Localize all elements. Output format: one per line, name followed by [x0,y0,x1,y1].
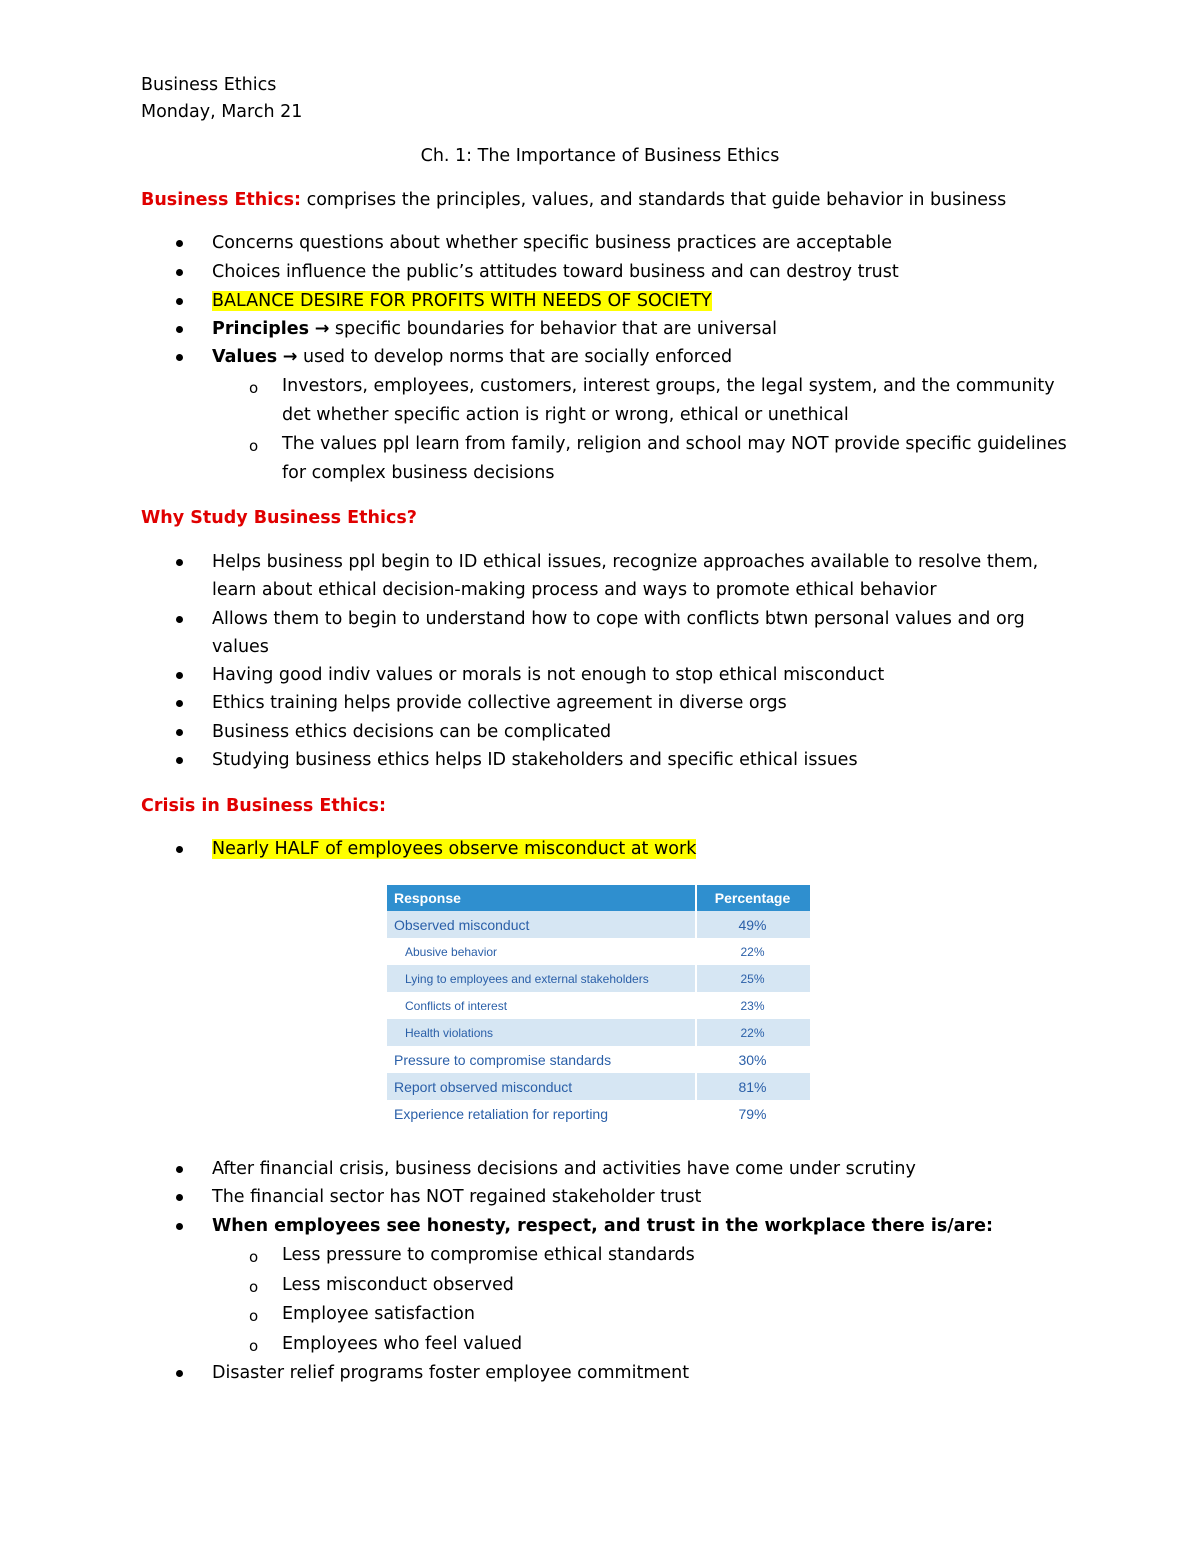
table-cell-label: Report observed misconduct [394,1078,573,1095]
bullet-icon [176,700,183,707]
circle-bullet-icon: o [249,437,259,455]
highlighted-text: Nearly HALF of employees observe misconduct at work [212,839,697,859]
bullet-icon [176,757,183,764]
table-row [387,1100,810,1127]
bullet-icon [176,240,183,247]
values-label: Values [212,347,278,367]
bullet-icon [176,616,183,623]
table-cell-label: Lying to employees and external stakeholders [405,971,649,986]
circle-bullet-icon: o [249,1337,259,1355]
sub-list-item: Employee satisfaction [282,1304,475,1324]
table-cell-value: 49% [738,916,767,933]
bullet-icon [176,354,183,361]
circle-bullet-icon: o [249,379,259,397]
table-cell-label: Abusive behavior [405,944,498,959]
table-row [387,965,810,992]
sub-list-item: Less pressure to compromise ethical standards [282,1245,695,1265]
list-item-continued: values [212,637,269,657]
table-cell-label: Health violations [405,1025,494,1040]
table-cell-value: 23% [740,998,765,1013]
list-item: Disaster relief programs foster employee commitment [212,1363,690,1383]
list-item-highlighted [212,838,696,860]
course-name: Business Ethics [141,75,277,95]
table-cell-label: Conflicts of interest [405,998,508,1013]
table-row [387,992,810,1019]
bullet-icon [176,1370,183,1377]
table-cell-value: 22% [740,944,765,959]
list-item: Studying business ethics helps ID stakeholders and specific ethical issues [212,750,858,770]
table-row [387,938,810,965]
table-row [387,1019,810,1046]
circle-bullet-icon: o [249,1307,259,1325]
list-item: Business ethics decisions can be complicated [212,722,612,742]
note-date: Monday, March 21 [141,102,303,122]
list-item: The financial sector has NOT regained stakeholder trust [212,1187,702,1207]
table-header-response: Response [394,890,461,906]
list-item-principles [212,318,777,340]
list-item: After financial crisis, business decisions and activities have come under scrutiny [212,1159,916,1179]
list-item-values [212,346,732,368]
list-item-bold: When employees see honesty, respect, and trust in the workplace there is/are: [212,1216,993,1236]
bullet-icon [176,298,183,305]
table-row [387,1073,810,1100]
arrow-right-icon: → [314,319,330,339]
bullet-icon [176,846,183,853]
bullet-icon [176,1166,183,1173]
table-cell-value: 81% [738,1078,767,1095]
list-item: Having good indiv values or morals is not enough to stop ethical misconduct [212,665,885,685]
list-item: Concerns questions about whether specific business practices are acceptable [212,233,893,253]
bullet-icon [176,672,183,679]
table-row [387,911,810,938]
table-cell-label: Pressure to compromise standards [394,1051,612,1068]
principles-label: Principles [212,319,310,339]
list-item: Allows them to begin to understand how to cope with conflicts btwn personal values and org [212,609,1025,629]
table-cell-value: 79% [738,1105,767,1122]
table-cell-label: Observed misconduct [394,916,530,933]
section-heading: Crisis in Business Ethics: [141,796,386,816]
definition-term: Business Ethics: [141,190,302,210]
principles-text: specific boundaries for behavior that are universal [329,319,777,339]
values-text: used to develop norms that are socially enforced [297,347,733,367]
circle-bullet-icon: o [249,1278,259,1296]
sub-list-item: Investors, employees, customers, interest groups, the legal system, and the community [282,376,1055,396]
bullet-icon [176,326,183,333]
table-cell-value: 30% [738,1051,767,1068]
table-cell-value: 22% [740,1025,765,1040]
list-item-continued: learn about ethical decision-making process and ways to promote ethical behavior [212,580,937,600]
list-item-highlighted [212,290,712,312]
list-item: Choices influence the public’s attitudes toward business and can destroy trust [212,262,899,282]
chapter-title: Ch. 1: The Importance of Business Ethics [420,146,780,166]
bullet-icon [176,1194,183,1201]
table-header-row [387,885,810,911]
sub-list-item: Less misconduct observed [282,1275,514,1295]
definition-text: comprises the principles, values, and standards that guide behavior in business [301,190,1007,210]
highlighted-text: BALANCE DESIRE FOR PROFITS WITH NEEDS OF SOCIETY [212,291,712,311]
list-item: Ethics training helps provide collective agreement in diverse orgs [212,693,787,713]
circle-bullet-icon: o [249,1248,259,1266]
table-cell-label: Experience retaliation for reporting [394,1105,609,1122]
arrow-right-icon: → [282,347,298,367]
bullet-icon [176,729,183,736]
table-row [387,1046,810,1073]
bullet-icon [176,269,183,276]
sub-list-item-continued: det whether specific action is right or wrong, ethical or unethical [282,405,849,425]
bullet-icon [176,559,183,566]
misconduct-table [387,885,810,1127]
sub-list-item-continued: for complex business decisions [282,463,555,483]
section-heading: Why Study Business Ethics? [141,508,417,528]
table-header-percentage: Percentage [714,890,791,906]
definition-line [141,189,1006,211]
sub-list-item: The values ppl learn from family, religion and school may NOT provide specific guidelines [282,434,1067,454]
list-item: Helps business ppl begin to ID ethical issues, recognize approaches available to resolve them, [212,552,1039,572]
table-cell-value: 25% [740,971,765,986]
bullet-icon [176,1223,183,1230]
sub-list-item: Employees who feel valued [282,1334,523,1354]
